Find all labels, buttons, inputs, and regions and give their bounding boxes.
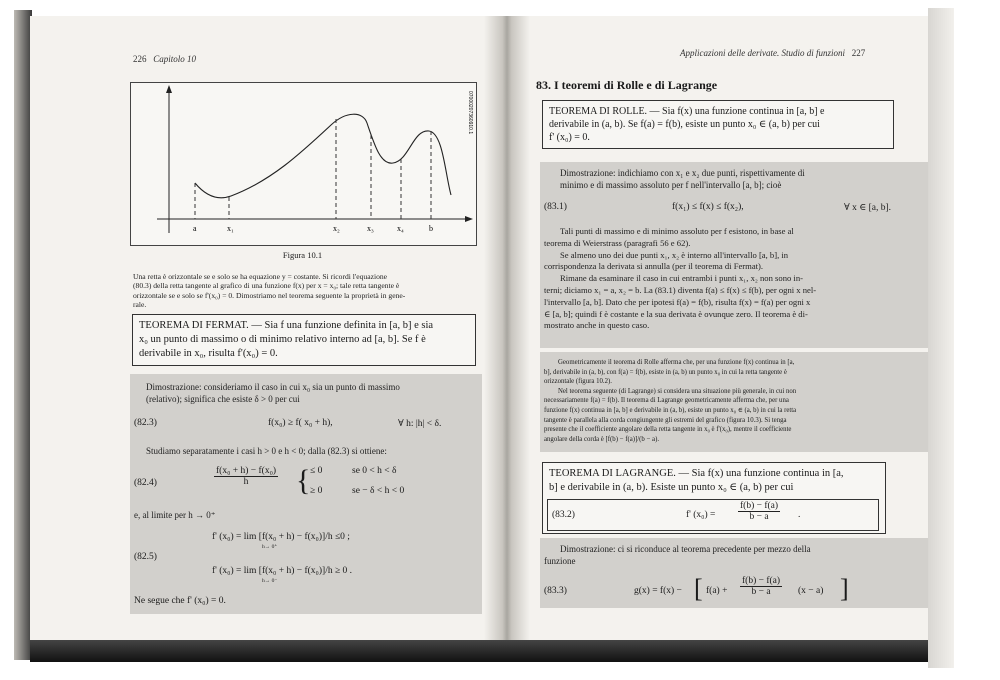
rolle-line: derivabile in (a, b). Se f(a) = f(b), esiste un punto x₀ ∈ (a, b) per cui: [549, 119, 820, 130]
eq-82-5-sub2: h→ 0⁻: [262, 578, 278, 584]
intro-line: (80.3) della retta tangente al grafico di una funzione f(x) per x = x₀; tale retta tangente è: [133, 281, 400, 291]
proof-line: l'intervallo [a, b]. Dato che per ipotesi f(a) = f(b), risulta f(x) = f(a) per ogni x: [544, 296, 811, 307]
rolle-theorem-box: [542, 100, 894, 149]
proof-line: Rimane da esaminare il caso in cui entrambi i punti x₁, x₂ non sono in-: [560, 273, 803, 284]
eq-83-3-fraction: [740, 576, 782, 597]
proof-line: mostrato anche in questo caso.: [544, 320, 650, 331]
left-page-header: [133, 54, 196, 64]
right-header-text: Applicazioni delle derivate. Studio di funzioni: [680, 48, 845, 58]
eq-82-3-label: (82.3): [134, 418, 157, 428]
rolle-line: TEOREMA DI ROLLE. — Sia f(x) una funzione continua in [a, b] e: [549, 106, 825, 117]
eq-83-1-expr: f(x₁) ≤ f(x) ≤ f(x₂),: [672, 202, 744, 212]
rolle-line: f' (x₀) = 0.: [549, 132, 590, 143]
eq-82-3-expr: f(x₀) ≥ f( x₀ + h),: [268, 418, 333, 428]
fermat-proof-block: [130, 374, 482, 614]
figure-10-1-graph: [131, 83, 476, 245]
eq-82-4-fraction: [214, 466, 278, 487]
eq-82-4-numerator: f(x₀ + h) − f(x₀): [216, 466, 277, 476]
eq-83-2-lhs: f' (x₀) =: [686, 510, 716, 520]
proof-line: Se almeno uno dei due punti x₁, x₂ è interno all'intervallo [a, b], in: [560, 249, 789, 260]
eq-82-4-denominator: h: [243, 477, 249, 487]
study-line: Studiamo separatamente i casi h > 0 e h < 0; dalla (82.3) si ottiene:: [146, 446, 387, 456]
eq-82-3-condition: ∀ h: |h| < δ.: [398, 419, 442, 429]
eq-82-4-case1: ≤ 0: [310, 466, 323, 476]
remark-line: Geometricamente il teorema di Rolle afferma che, per una funzione f(x) continua in [a,: [558, 359, 795, 366]
eq-83-2-tail: .: [798, 510, 801, 520]
remark-line: Nel teorema seguente (di Lagrange) si considera una situazione più generale, in cui non: [558, 387, 797, 395]
proof-line: (relativo); significa che esiste δ > 0 per cui: [146, 393, 300, 404]
function-curve: [195, 114, 451, 198]
figure-10-1: [130, 82, 477, 246]
left-page: [30, 16, 482, 646]
remark-line: angolare della corda è [f(b) − f(a)]/(b − a).: [544, 435, 660, 443]
label-x4: x₄: [397, 224, 404, 233]
remark-line: presente che il coefficiente angolare della retta tangente in x₀ è f'(x₀), mentre il coefficiente: [544, 426, 792, 434]
eq-83-3-tail: (x − a): [798, 586, 824, 596]
fermat-theorem-box: [132, 314, 476, 366]
eq-83-1-label: (83.1): [544, 202, 567, 212]
label-a: a: [193, 224, 197, 233]
remark-line: tangente è parallela alla corda congiungente gli estremi del grafico (figura 10.3). Si tenga: [544, 416, 787, 424]
eq-83-2-denominator: b − a: [749, 512, 769, 522]
left-chapter-label: Capitolo 10: [153, 54, 197, 64]
eq-82-4-case2: ≥ 0: [310, 486, 323, 496]
geometric-remarks: [544, 358, 924, 444]
intro-line: rale.: [133, 300, 147, 310]
eq-83-1-condition: ∀ x ∈ [a, b].: [844, 203, 892, 213]
eq-83-3-numerator: f(b) − f(a): [742, 576, 781, 586]
eq-83-3-label: (83.3): [544, 586, 567, 596]
intro-paragraph: [133, 272, 478, 310]
label-x2: x₂: [333, 224, 340, 233]
eq-83-3-close-bracket: ]: [840, 574, 849, 603]
eq-83-2-box: [547, 499, 879, 531]
lagrange-proof-intro: [544, 544, 924, 567]
rolle-proof-body: [544, 226, 924, 332]
right-page-number: 227: [851, 48, 866, 58]
y-axis-arrow: [166, 85, 172, 93]
book-bottom-shadow: [30, 640, 928, 662]
lagrange-line: TEOREMA DI LAGRANGE. — Sia f(x) una funzione continua in [a,: [549, 468, 844, 479]
eq-83-2-label: (83.2): [552, 510, 575, 520]
fermat-line: x₀ un punto di massimo o di minimo relativo interno ad [a, b]. Se f è: [139, 334, 426, 345]
fermat-line: derivabile in x₀, risulta f'(x₀) = 0.: [139, 348, 278, 359]
label-x3: x₃: [367, 224, 374, 233]
proof-line: corrispondenza la derivata si annulla (per il teorema di Fermat).: [544, 261, 764, 272]
proof-line: minimo e di massimo assoluto per f nell'intervallo [a, b]; cioè: [560, 179, 782, 190]
limit-line: e, al limite per h → 0⁺: [134, 510, 216, 520]
fermat-proof-intro: [146, 382, 476, 405]
eq-82-4-brace: {: [296, 464, 311, 497]
figure-side-code: 07000207360910.1: [467, 91, 473, 135]
label-x1: x₁: [227, 224, 234, 233]
x-axis-arrow: [465, 216, 473, 222]
lagrange-statement: [549, 467, 883, 495]
eq-82-5-line1: f' (x₀) = lim [f(x₀ + h) − f(x₀)]/h ≤0 ;: [212, 532, 350, 542]
eq-82-4-label: (82.4): [134, 478, 157, 488]
intro-line: orizzontale se e solo se f'(x₀) = 0. Dimostriamo nel teorema seguente la proprietà in gene-: [133, 290, 406, 300]
eq-83-2-fraction: [738, 501, 780, 522]
proof-line: Dimostrazione: consideriamo il caso in cui x₀ sia un punto di massimo: [146, 382, 400, 392]
proof-line: ∈ [a, b]; quindi f è costante e la sua derivata è ovunque zero. Il teorema è di-: [544, 308, 808, 319]
rolle-proof-block: [540, 162, 928, 348]
section-title: 83. I teoremi di Rolle e di Lagrange: [536, 78, 718, 92]
proof-line: Tali punti di massimo e di minimo assoluto per f esistono, in base al: [560, 226, 794, 236]
eq-83-3-denominator: b − a: [751, 587, 771, 597]
remark-line: necessariamente f(a) = f(b). Il teorema di Lagrange geometricamente afferma che, per una: [544, 397, 789, 405]
right-page-header: [680, 48, 865, 58]
book-gutter: [484, 16, 530, 658]
label-b: b: [429, 224, 433, 233]
remark-line: funzione f(x) continua in [a, b] e derivabile in (a, b), esiste un punto x₀ ∈ (a, b) in cui la retta: [544, 406, 797, 414]
fermat-line: TEOREMA DI FERMAT. — Sia f una funzione definita in [a, b] e sia: [139, 320, 434, 331]
lagrange-proof-block: [540, 538, 928, 608]
book-right-edge: [928, 8, 954, 668]
geometric-remarks-block: [540, 352, 928, 452]
eq-82-4-case2-cond: se − δ < h < 0: [352, 486, 405, 496]
lagrange-line: b] e derivabile in (a, b). Esiste un punto x₀ ∈ (a, b) per cui: [549, 482, 794, 493]
proof-line: teorema di Weierstrass (paragrafi 56 e 62).: [544, 237, 691, 248]
proof-line: Dimostrazione: indichiamo con x₁ e x₂ due punti, rispettivamente di: [560, 168, 805, 178]
eq-82-4-case1-cond: se 0 < h < δ: [352, 466, 397, 476]
right-page: [530, 16, 928, 646]
rolle-proof-intro: [560, 168, 924, 191]
remark-line: orizzontale (figura 10.2).: [544, 378, 612, 386]
open-book: [30, 16, 928, 658]
eq-83-3-inner: f(a) +: [706, 586, 728, 596]
eq-82-5-line2: f' (x₀) = lim [f(x₀ + h) − f(x₀)]/h ≥ 0 .: [212, 566, 353, 576]
remark-line: b], derivabile in (a, b), con f(a) = f(b), esiste in (a, b) un punto x₀ in cui la retta tangente è: [544, 368, 787, 376]
fermat-conclusion: Ne segue che f' (x₀) = 0.: [134, 596, 226, 606]
proof-line: funzione: [544, 555, 576, 566]
figure-caption: Figura 10.1: [282, 250, 323, 260]
lagrange-theorem-box: [542, 462, 886, 534]
proof-line: Dimostrazione: ci si riconduce al teorema precedente per mezzo della: [560, 544, 811, 554]
eq-82-5-sub1: h→ 0⁺: [262, 544, 278, 550]
proof-line: terni; diciamo x₁ = a, x₂ = b. La (83.1) diventa f(a) ≤ f(x) ≤ f(b), per ogni x nel-: [544, 284, 817, 295]
eq-83-3-open-bracket: [: [694, 574, 703, 603]
intro-line: Una retta è orizzontale se e solo se ha equazione y = costante. Si ricordi l'equazione: [133, 272, 388, 281]
eq-83-2-numerator: f(b) − f(a): [740, 501, 779, 511]
eq-83-3-lhs: g(x) = f(x) −: [634, 586, 682, 596]
eq-82-5-label: (82.5): [134, 552, 157, 562]
left-page-number: 226: [133, 54, 147, 64]
